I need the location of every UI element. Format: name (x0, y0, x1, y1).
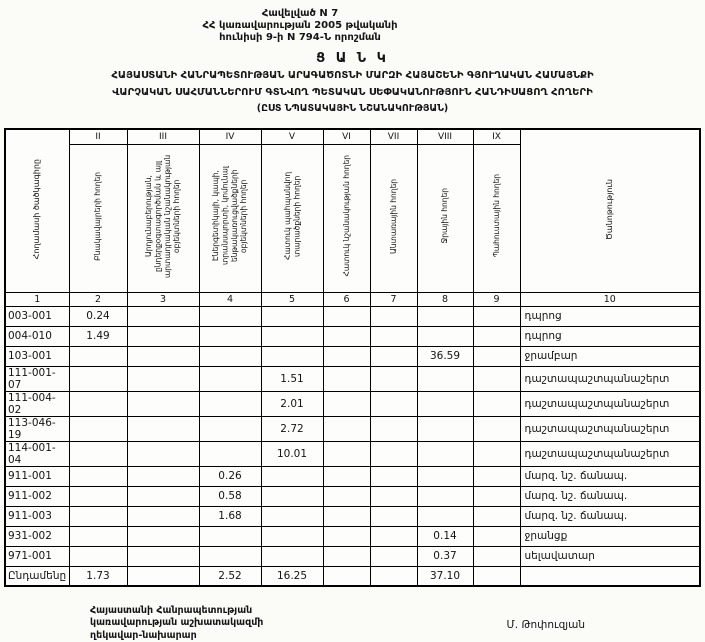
area-value-cell (417, 486, 473, 506)
area-value-cell (370, 346, 417, 366)
area-value-cell (473, 441, 520, 466)
table-row (5, 526, 700, 546)
state-lands-table (4, 128, 701, 587)
column-index: 4 (199, 292, 261, 306)
area-value-cell (473, 506, 520, 526)
scanned-document-page (0, 8, 705, 641)
signature-area (90, 605, 585, 642)
column-index: 7 (370, 292, 417, 306)
area-value-cell (323, 416, 370, 441)
area-value-cell (261, 326, 323, 346)
numeral-IX: IX (473, 129, 520, 144)
note-cell: ջրանցք (520, 526, 700, 546)
area-value-cell: 1.73 (69, 566, 127, 586)
area-value-cell (127, 526, 199, 546)
area-value-cell (69, 466, 127, 486)
area-value-cell (473, 346, 520, 366)
area-value-cell: 1.49 (69, 326, 127, 346)
area-value-cell (370, 326, 417, 346)
area-value-cell (417, 306, 473, 326)
numeral-III: III (127, 129, 199, 144)
area-value-cell (199, 366, 261, 391)
area-value-cell (261, 466, 323, 486)
numeral-VII: VII (370, 129, 417, 144)
numeral-VIII: VIII (417, 129, 473, 144)
note-cell: դպրոց (520, 326, 700, 346)
parcel-code-cell: 114-001-04 (5, 441, 69, 466)
table-row (5, 346, 700, 366)
numeral-VI: VI (323, 129, 370, 144)
signatory-title-line-2: կառավարության աշխատակազմի (90, 617, 264, 629)
area-value-cell (127, 466, 199, 486)
area-value-cell (127, 366, 199, 391)
category-header-label: Հատուկ պահպանվող տարածքների հողեր (282, 171, 301, 261)
table-row (5, 306, 700, 326)
parcel-code-column-header (5, 129, 69, 292)
category-header-label: Էներգետիկայի, կապի, տրանսպորտի, կոմունալ ենթակառուցվածքների օբյեկտների հողեր (211, 166, 249, 266)
area-value-cell (69, 346, 127, 366)
parcel-code-cell: Ընդամենը (5, 566, 69, 586)
annex-reference (0, 8, 600, 44)
numeral-V: V (261, 129, 323, 144)
table-row (5, 326, 700, 346)
area-value-cell (127, 486, 199, 506)
annex-line-3: հունիսի 9-ի N 794-Ն որոշման (219, 32, 381, 43)
category-header-label: Բնակավայրերի հողեր (93, 171, 103, 261)
column-index: 5 (261, 292, 323, 306)
area-value-cell (370, 366, 417, 391)
area-value-cell (370, 546, 417, 566)
area-value-cell (473, 546, 520, 566)
signatory-title-line-3: ղեկավար-նախարար (90, 629, 197, 641)
area-value-cell (69, 506, 127, 526)
area-value-cell (370, 306, 417, 326)
area-value-cell (127, 506, 199, 526)
table-row (5, 416, 700, 441)
area-value-cell (323, 326, 370, 346)
area-value-cell: 2.01 (261, 391, 323, 416)
category-header-label: Հատուկ նշանակության հողեր (341, 155, 351, 277)
area-value-cell (261, 306, 323, 326)
area-value-cell (127, 416, 199, 441)
area-value-cell (127, 346, 199, 366)
area-value-cell: 2.52 (199, 566, 261, 586)
area-value-cell (370, 466, 417, 486)
area-value-cell (69, 441, 127, 466)
category-header-label: Պահուստային հողեր (491, 174, 501, 258)
signatory-title-line-1: Հայաստանի Հանրապետության (90, 605, 253, 616)
column-index: 10 (520, 292, 700, 306)
area-value-cell (417, 366, 473, 391)
table-body (5, 306, 700, 586)
area-value-cell (261, 346, 323, 366)
area-value-cell (417, 441, 473, 466)
area-value-cell: 2.72 (261, 416, 323, 441)
area-value-cell: 0.58 (199, 486, 261, 506)
note-cell (520, 566, 700, 586)
signatory-name: Մ. Թոփուզյան (506, 619, 585, 631)
category-header-protected (261, 144, 323, 292)
notes-column-header (520, 129, 700, 292)
area-value-cell (370, 391, 417, 416)
category-header-label: Անտառային հողեր (388, 178, 398, 254)
area-value-cell (473, 466, 520, 486)
note-cell: դաշտապաշտպանաշերտ (520, 441, 700, 466)
area-value-cell (323, 391, 370, 416)
area-value-cell (323, 466, 370, 486)
note-cell: դաշտապաշտպանաշերտ (520, 391, 700, 416)
area-value-cell (199, 391, 261, 416)
category-header-special (323, 144, 370, 292)
area-value-cell (473, 391, 520, 416)
table-row (5, 366, 700, 391)
area-value-cell (261, 526, 323, 546)
note-cell: դաշտապաշտպանաշերտ (520, 416, 700, 441)
area-value-cell: 36.59 (417, 346, 473, 366)
area-value-cell (370, 486, 417, 506)
column-index-row (5, 292, 700, 306)
parcel-code-cell: 931-002 (5, 526, 69, 546)
note-cell: սելավատար (520, 546, 700, 566)
area-value-cell (199, 546, 261, 566)
area-value-cell (127, 391, 199, 416)
area-value-cell: 1.51 (261, 366, 323, 391)
document-subtitle-line-2: ՎԱՐՉԱԿԱՆ ՍԱՀՄԱՆՆԵՐՈՒՄ ԳՏՆՎՈՂ ՊԵՏԱԿԱՆ ՍԵՓԱԿԱՆՈՒԹՅՈՒՆ ՀԱՆԴԻՍԱՑՈՂ ՀՈՂԵՐԻ (112, 87, 593, 98)
table-row (5, 546, 700, 566)
area-value-cell (127, 326, 199, 346)
area-value-cell (127, 441, 199, 466)
area-value-cell (370, 526, 417, 546)
note-cell: ջրամբար (520, 346, 700, 366)
parcel-code-cell: 911-003 (5, 506, 69, 526)
area-value-cell (323, 506, 370, 526)
area-value-cell (370, 506, 417, 526)
area-value-cell (199, 326, 261, 346)
parcel-code-cell: 911-002 (5, 486, 69, 506)
category-header-label: Արդյունաբերության, ընդերքօգտագործման և այլ արտադրական նշանակության օբյեկտների հողեր (144, 154, 182, 278)
area-value-cell: 1.68 (199, 506, 261, 526)
column-index: 6 (323, 292, 370, 306)
note-cell: մարզ. նշ. ճանապ. (520, 506, 700, 526)
annex-line-2: ՀՀ կառավարության 2005 թվականի (202, 20, 398, 31)
table-row (5, 486, 700, 506)
note-cell: մարզ. նշ. ճանապ. (520, 466, 700, 486)
area-value-cell (69, 486, 127, 506)
parcel-code-cell: 004-010 (5, 326, 69, 346)
area-value-cell (199, 416, 261, 441)
category-header-forest (370, 144, 417, 292)
area-value-cell (473, 566, 520, 586)
column-index: 8 (417, 292, 473, 306)
category-header-reserve (473, 144, 520, 292)
area-value-cell (417, 326, 473, 346)
parcel-code-cell: 111-004-02 (5, 391, 69, 416)
area-value-cell (261, 546, 323, 566)
table-row (5, 566, 700, 586)
column-index: 1 (5, 292, 69, 306)
note-cell: դպրոց (520, 306, 700, 326)
area-value-cell (199, 346, 261, 366)
area-value-cell (473, 366, 520, 391)
column-index: 9 (473, 292, 520, 306)
parcel-code-cell: 003-001 (5, 306, 69, 326)
roman-numerals-row (5, 129, 700, 144)
area-value-cell (323, 486, 370, 506)
area-value-cell (473, 416, 520, 441)
area-value-cell (127, 566, 199, 586)
note-cell: մարզ. նշ. ճանապ. (520, 486, 700, 506)
category-header-residential (69, 144, 127, 292)
area-value-cell (370, 566, 417, 586)
column-index: 3 (127, 292, 199, 306)
category-header-infrastructure (199, 144, 261, 292)
area-value-cell (323, 526, 370, 546)
category-header-water (417, 144, 473, 292)
table-row (5, 441, 700, 466)
area-value-cell (69, 546, 127, 566)
parcel-code-cell: 113-046-19 (5, 416, 69, 441)
parcel-code-column-label: Հողամասի ծածկագիրը (32, 159, 42, 260)
area-value-cell (473, 486, 520, 506)
area-value-cell (473, 526, 520, 546)
column-index: 2 (69, 292, 127, 306)
document-title: Ց Ա Ն Կ (316, 51, 389, 66)
area-value-cell (323, 346, 370, 366)
area-value-cell: 0.26 (199, 466, 261, 486)
area-value-cell (261, 506, 323, 526)
note-cell: դաշտապաշտպանաշերտ (520, 366, 700, 391)
area-value-cell (417, 466, 473, 486)
area-value-cell (370, 416, 417, 441)
area-value-cell: 16.25 (261, 566, 323, 586)
area-value-cell (417, 416, 473, 441)
area-value-cell (473, 306, 520, 326)
signatory-title-block (90, 605, 263, 642)
document-subtitle-line-1: ՀԱՅԱՍՏԱՆԻ ՀԱՆՐԱՊԵՏՈՒԹՅԱՆ ԱՐԱԳԱԾՈՏՆԻ ՄԱՐԶԻ ՀԱՅԱՇԵՆԻ ԳՅՈՒՂԱԿԱՆ ՀԱՄԱՅՆՔԻ (111, 70, 594, 81)
area-value-cell (323, 366, 370, 391)
area-value-cell (199, 441, 261, 466)
area-value-cell (199, 306, 261, 326)
numeral-II: II (69, 129, 127, 144)
parcel-code-cell: 971-001 (5, 546, 69, 566)
parcel-code-cell: 111-001-07 (5, 366, 69, 391)
area-value-cell (323, 441, 370, 466)
area-value-cell (69, 366, 127, 391)
area-value-cell (473, 326, 520, 346)
area-value-cell (261, 486, 323, 506)
area-value-cell (199, 526, 261, 546)
area-value-cell: 0.24 (69, 306, 127, 326)
area-value-cell (370, 441, 417, 466)
annex-line-1: Հավելված N 7 (261, 8, 339, 19)
area-value-cell (127, 546, 199, 566)
notes-column-label: Ծանոթություն (604, 178, 614, 240)
category-header-industrial (127, 144, 199, 292)
parcel-code-cell: 911-001 (5, 466, 69, 486)
area-value-cell (417, 506, 473, 526)
table-row (5, 466, 700, 486)
category-header-label: Ջրային հողեր (440, 188, 450, 244)
area-value-cell: 0.14 (417, 526, 473, 546)
area-value-cell: 10.01 (261, 441, 323, 466)
numeral-IV: IV (199, 129, 261, 144)
area-value-cell: 0.37 (417, 546, 473, 566)
parcel-code-cell: 103-001 (5, 346, 69, 366)
area-value-cell (323, 546, 370, 566)
area-value-cell (69, 391, 127, 416)
table-row (5, 506, 700, 526)
area-value-cell (69, 416, 127, 441)
area-value-cell: 37.10 (417, 566, 473, 586)
document-subtitle-line-3: (ԸՍՏ ՆՊԱՏԱԿԱՅԻՆ ՆՇԱՆԱԿՈՒԹՅԱՆ) (256, 103, 449, 114)
area-value-cell (323, 306, 370, 326)
area-value-cell (323, 566, 370, 586)
table-row (5, 391, 700, 416)
area-value-cell (127, 306, 199, 326)
area-value-cell (69, 526, 127, 546)
area-value-cell (417, 391, 473, 416)
